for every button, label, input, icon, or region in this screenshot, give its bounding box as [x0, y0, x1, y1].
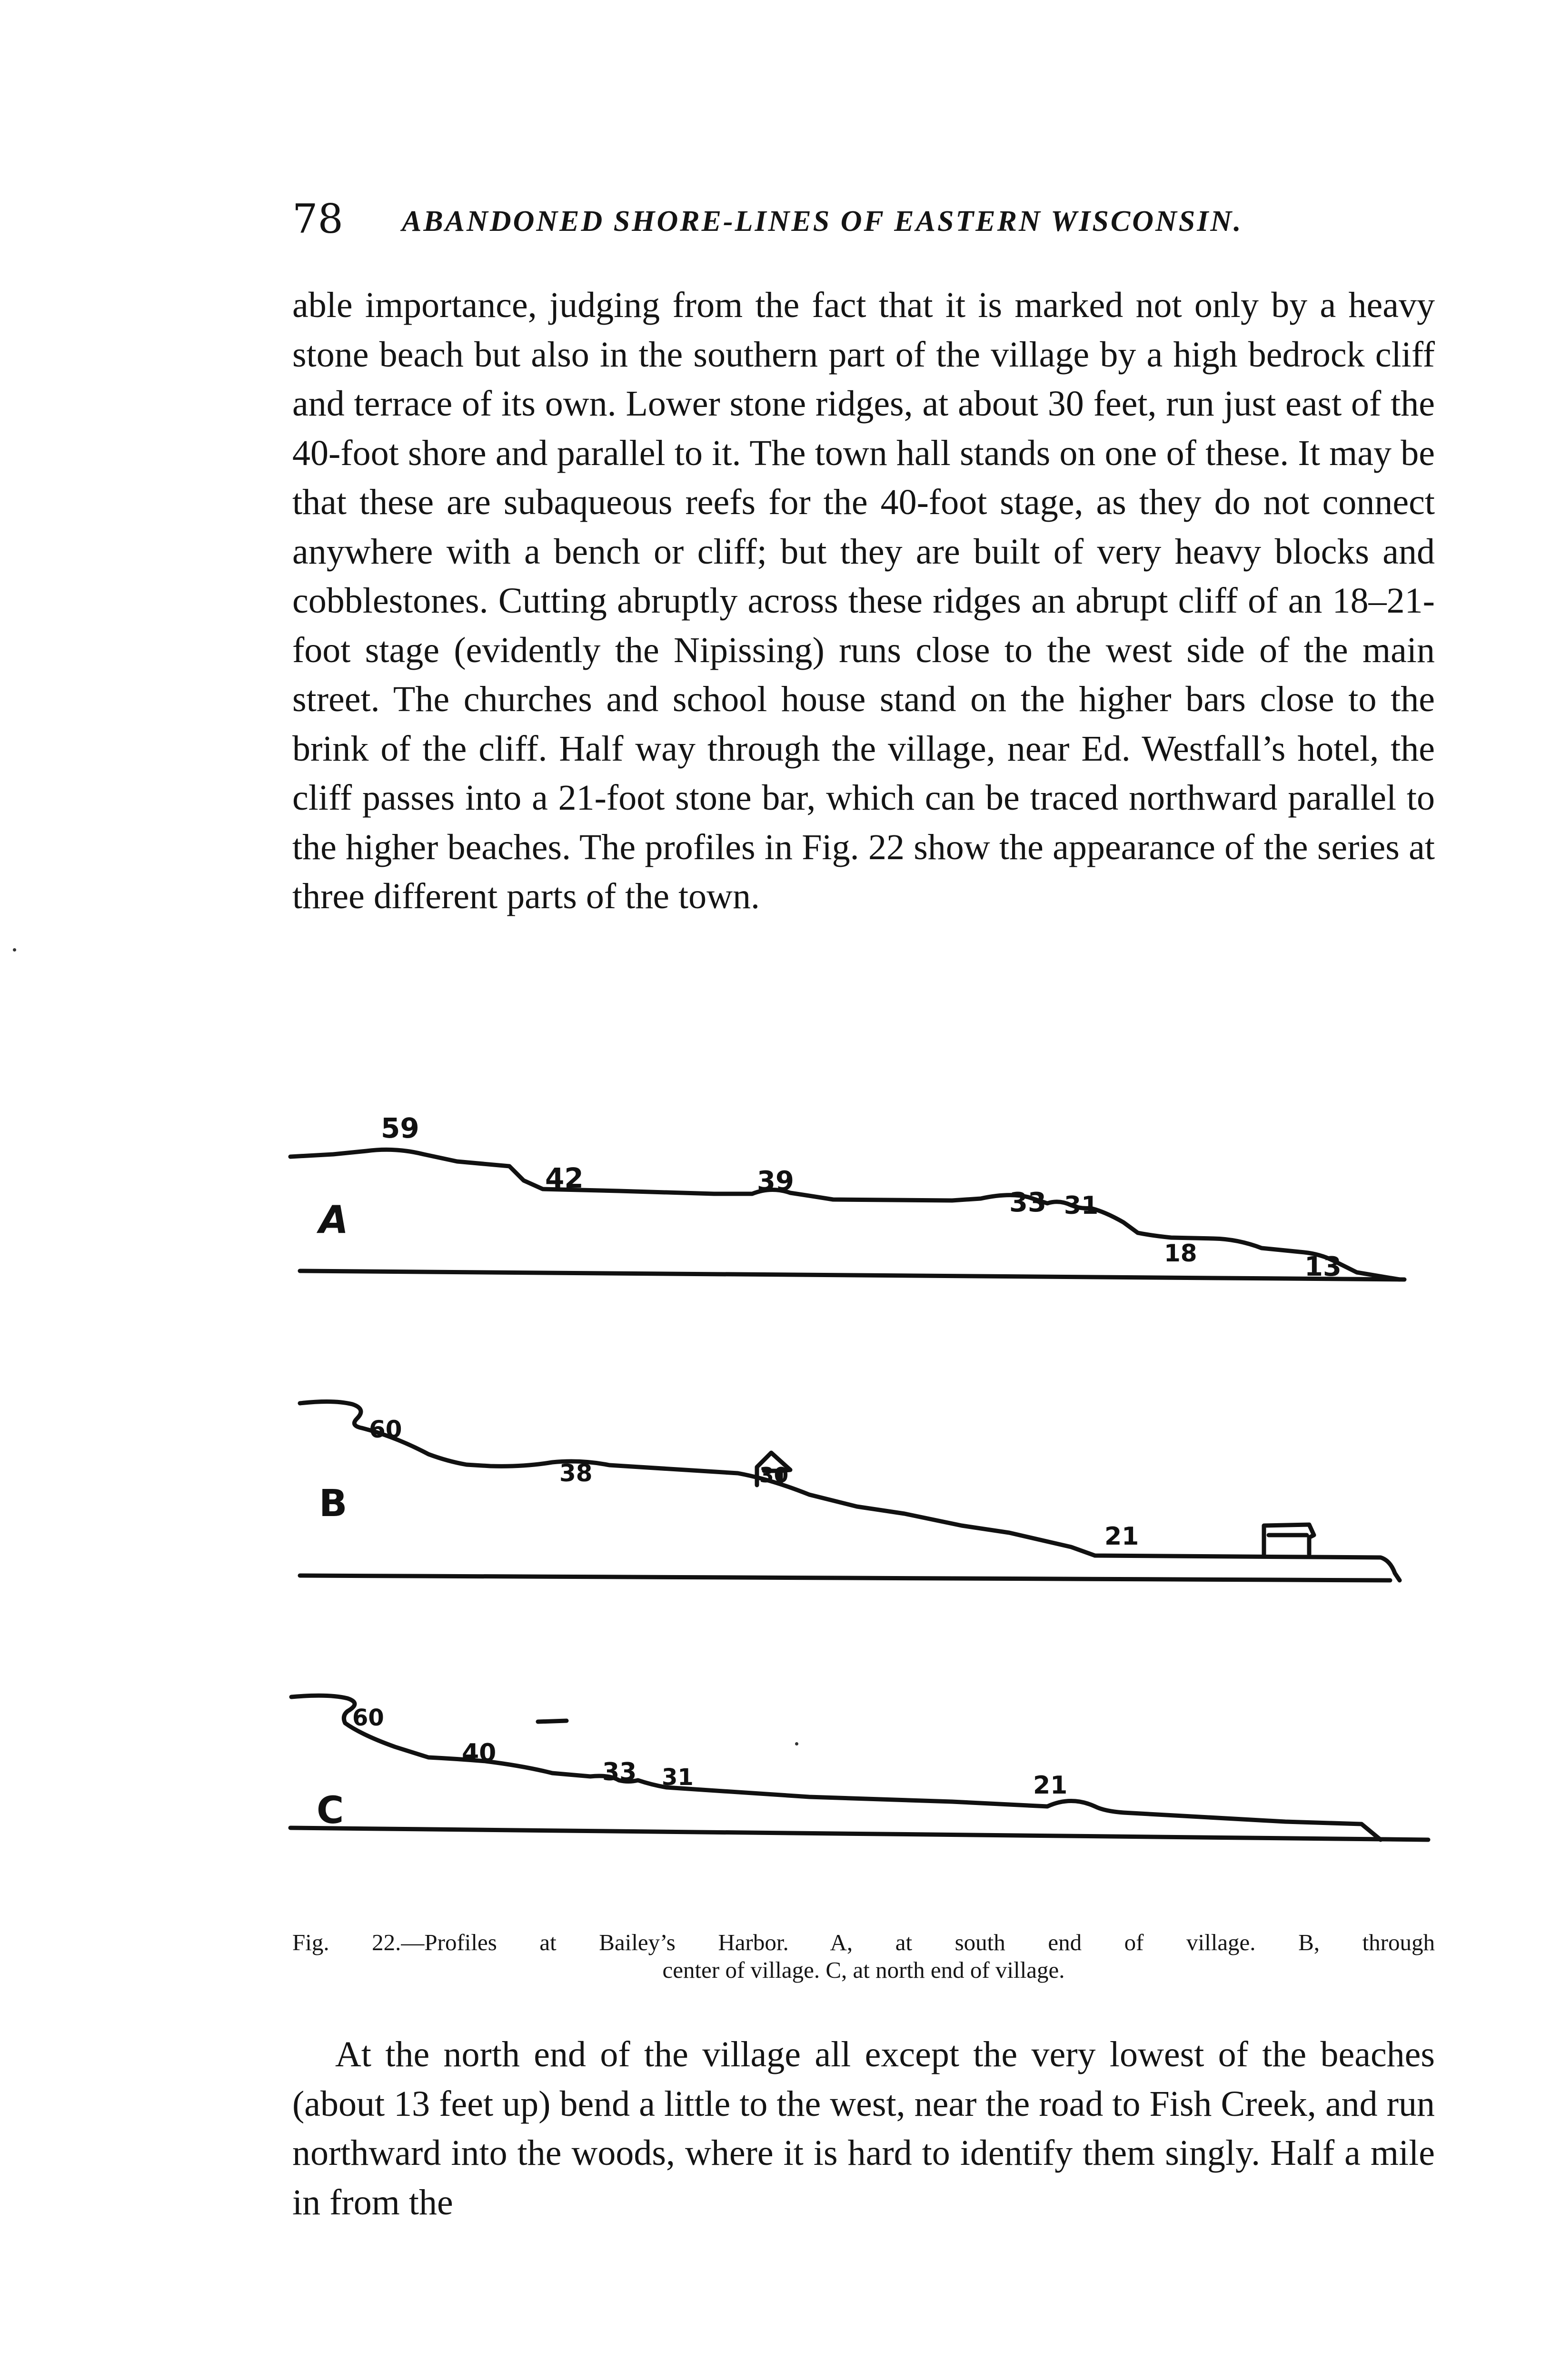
elevation-label: 40	[462, 1739, 497, 1767]
caption-line-1: Fig. 22.—Profiles at Bailey’s Harbor. A, at south end of village. B, through	[292, 1929, 1435, 1955]
profile-c-letter: C	[317, 1789, 344, 1832]
margin-speck	[795, 1742, 798, 1745]
profile-c	[290, 1696, 1428, 1840]
profile-a-surface	[290, 1150, 1400, 1279]
profile-b-letter: B	[319, 1482, 348, 1525]
town-hall-icon	[1264, 1525, 1314, 1554]
elevation-label: 33	[1009, 1187, 1046, 1218]
page-number: 78	[292, 196, 343, 242]
profile-a	[290, 1150, 1404, 1279]
elevation-label: 42	[545, 1162, 584, 1194]
elevation-label: 21	[1104, 1522, 1139, 1551]
running-title: ABANDONED SHORE-LINES OF EASTERN WISCONSIN.	[402, 205, 1243, 238]
margin-speck	[13, 948, 16, 952]
elevation-label: 30	[759, 1463, 789, 1488]
elevation-label: 39	[757, 1166, 794, 1197]
profile-a-baseline	[300, 1271, 1404, 1279]
elevation-label: 60	[369, 1416, 402, 1443]
elevation-label: 33	[602, 1758, 637, 1786]
caption-line-2: center of village. C, at north end of village.	[662, 1957, 1065, 1983]
elevation-label: 60	[352, 1705, 384, 1731]
profile-c-baseline	[290, 1828, 1428, 1840]
figure-caption	[292, 1929, 1435, 1984]
elevation-label: 59	[381, 1112, 419, 1144]
beach-profiles-diagram	[286, 1095, 1447, 1923]
profile-b-baseline	[300, 1576, 1390, 1580]
paragraph-1: able importance, judging from the fact that it is marked not only by a heavy stone beach but also in the southern part of the village by a high bedrock cliff and terrace of its own. Lower stone ridges, at about 30 feet, run just east of the 40-foot shore and parallel to it. The town hall stands on one of these. It may be that these are subaqueous reefs for the 40-foot stage, as they do not connect anywhere with a bench or cliff; but they are built of very heavy blocks and cobblestones. Cutting abruptly across these ridges an abrupt cliff of an 18–21-foot stage (evidently the Nipissing) runs close to the west side of the main street. The churches and school house stand on the higher bars close to the brink of the cliff. Half way through the village, near Ed. Westfall’s hotel, the cliff passes into a 21-foot stone bar, which can be traced northward parallel to the higher beaches. The profiles in Fig. 22 show the appearance of the series at three different parts of the town.	[292, 285, 1435, 916]
paragraph-2: At the north end of the village all except the very lowest of the beaches (about 13 feet up) bend a little to the west, near the road to Fish Creek, and run northward into the woods, where it is hard to identify them singly. Half a mile in from the	[292, 2034, 1435, 2222]
elevation-label: 13	[1304, 1251, 1342, 1282]
elevation-label: 31	[662, 1764, 694, 1791]
running-header	[292, 190, 1435, 257]
profile-c-surface	[291, 1696, 1381, 1840]
elevation-label: 38	[559, 1459, 593, 1487]
elevation-label: 21	[1033, 1771, 1068, 1800]
figure-22	[286, 1095, 1447, 1923]
profile-b-surface	[300, 1401, 1400, 1580]
profile-b	[300, 1401, 1400, 1580]
elevation-label: 31	[1064, 1191, 1099, 1220]
elevation-label: 18	[1164, 1240, 1197, 1267]
stray-mark	[538, 1721, 567, 1722]
profile-a-letter: A	[319, 1198, 348, 1242]
